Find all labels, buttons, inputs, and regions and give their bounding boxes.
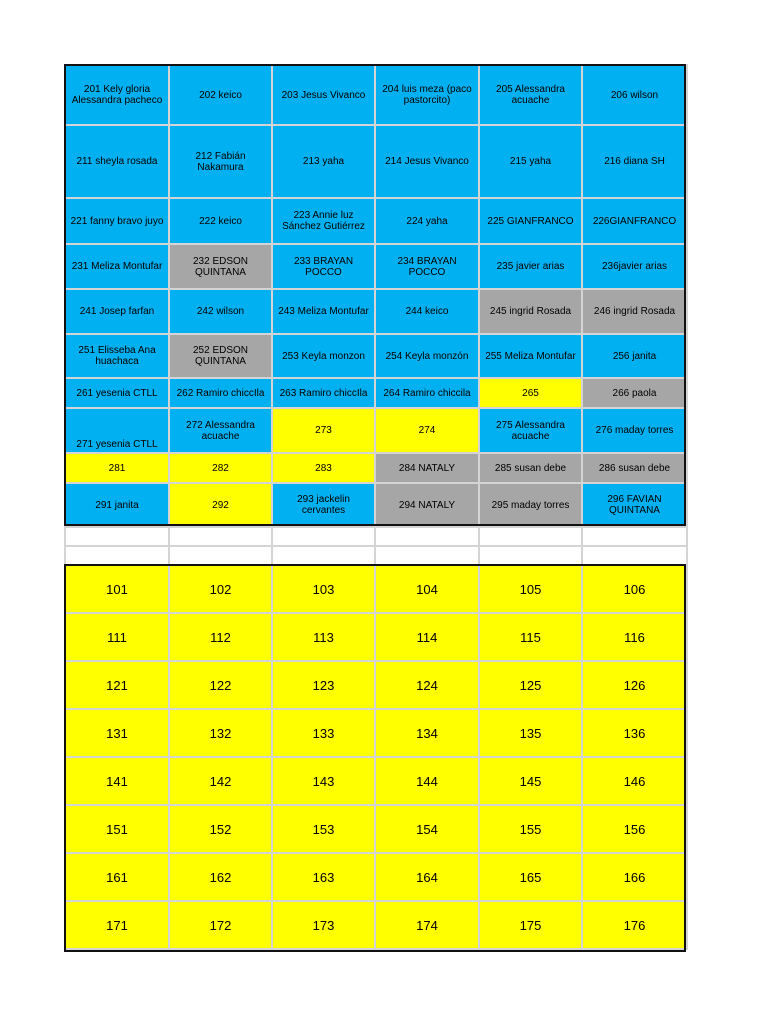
room-cell: 165 [479, 853, 582, 901]
room-cell: 255 Meliza Montufar [479, 334, 582, 378]
room-cell: 136 [582, 709, 687, 757]
room-cell [65, 546, 169, 565]
room-cell: 266 paola [582, 378, 687, 408]
room-cell: 262 Ramiro chiccIla [169, 378, 272, 408]
room-cell: 274 [375, 408, 479, 453]
table-row [65, 709, 687, 757]
room-cell: 265 [479, 378, 582, 408]
table-row [65, 244, 687, 289]
table-row [65, 125, 687, 198]
room-cell: 235 javier arias [479, 244, 582, 289]
table-row [65, 613, 687, 661]
room-cell: 131 [65, 709, 169, 757]
room-cell: 295 maday torres [479, 483, 582, 527]
room-cell: 156 [582, 805, 687, 853]
room-cell: 221 fanny bravo juyo [65, 198, 169, 244]
room-cell: 244 keico [375, 289, 479, 334]
room-cell: 241 Josep farfan [65, 289, 169, 334]
room-cell: 113 [272, 613, 375, 661]
room-cell: 153 [272, 805, 375, 853]
room-cell: 116 [582, 613, 687, 661]
room-cell: 143 [272, 757, 375, 805]
room-cell: 155 [479, 805, 582, 853]
room-cell: 171 [65, 901, 169, 949]
room-cell: 234 BRAYAN POCCO [375, 244, 479, 289]
table-row [65, 378, 687, 408]
room-cell: 211 sheyla rosada [65, 125, 169, 198]
room-cell: 132 [169, 709, 272, 757]
table-row [65, 661, 687, 709]
table-row [65, 901, 687, 949]
room-cell: 202 keico [169, 65, 272, 125]
room-cell: 126 [582, 661, 687, 709]
room-cell: 236javier arias [582, 244, 687, 289]
room-cell: 294 NATALY [375, 483, 479, 527]
room-cell: 121 [65, 661, 169, 709]
room-cell: 144 [375, 757, 479, 805]
room-cell: 174 [375, 901, 479, 949]
room-cell: 273 [272, 408, 375, 453]
room-cell: 122 [169, 661, 272, 709]
table-row [65, 546, 687, 565]
room-cell: 284 NATALY [375, 453, 479, 483]
room-cell: 176 [582, 901, 687, 949]
room-cell: 283 [272, 453, 375, 483]
room-cell: 233 BRAYAN POCCO [272, 244, 375, 289]
room-cell: 251 Elisseba Ana huachaca [65, 334, 169, 378]
room-cell: 212 Fabián Nakamura [169, 125, 272, 198]
room-cell: 292 [169, 483, 272, 527]
room-cell: 123 [272, 661, 375, 709]
table-row [65, 565, 687, 613]
room-cell: 282 [169, 453, 272, 483]
table-row [65, 483, 687, 527]
room-cell: 213 yaha [272, 125, 375, 198]
room-cell: 281 [65, 453, 169, 483]
room-cell: 252 EDSON QUINTANA [169, 334, 272, 378]
room-cell [479, 527, 582, 546]
table-row [65, 198, 687, 244]
room-cell: 286 susan debe [582, 453, 687, 483]
room-cell: 166 [582, 853, 687, 901]
room-cell: 201 Kely gloria Alessandra pacheco [65, 65, 169, 125]
room-cell: 204 luis meza (paco pastorcito) [375, 65, 479, 125]
room-cell: 111 [65, 613, 169, 661]
room-cell: 276 maday torres [582, 408, 687, 453]
room-cell [479, 546, 582, 565]
room-cell: 264 Ramiro chiccila [375, 378, 479, 408]
room-cell: 215 yaha [479, 125, 582, 198]
room-cell: 134 [375, 709, 479, 757]
room-cell: 162 [169, 853, 272, 901]
room-cell: 205 Alessandra acuache [479, 65, 582, 125]
room-cell: 175 [479, 901, 582, 949]
room-cell: 146 [582, 757, 687, 805]
room-cell: 242 wilson [169, 289, 272, 334]
room-cell: 256 janita [582, 334, 687, 378]
room-cell: 102 [169, 565, 272, 613]
table-row [65, 334, 687, 378]
room-cell: 135 [479, 709, 582, 757]
room-cell: 275 Alessandra acuache [479, 408, 582, 453]
room-cell: 151 [65, 805, 169, 853]
room-cell: 232 EDSON QUINTANA [169, 244, 272, 289]
room-cell: 112 [169, 613, 272, 661]
room-cell [582, 527, 687, 546]
table-row [65, 408, 687, 453]
table-row [65, 65, 687, 125]
room-cell: 106 [582, 565, 687, 613]
room-cell: 206 wilson [582, 65, 687, 125]
room-cell: 161 [65, 853, 169, 901]
room-cell: 226GIANFRANCO [582, 198, 687, 244]
room-cell: 245 ingrid Rosada [479, 289, 582, 334]
room-cell: 103 [272, 565, 375, 613]
table-row [65, 853, 687, 901]
room-cell: 231 Meliza Montufar [65, 244, 169, 289]
room-cell: 216 diana SH [582, 125, 687, 198]
room-cell [375, 527, 479, 546]
room-cell: 224 yaha [375, 198, 479, 244]
room-cell: 243 Meliza Montufar [272, 289, 375, 334]
room-cell: 296 FAVIAN QUINTANA [582, 483, 687, 527]
table-row [65, 805, 687, 853]
room-cell: 172 [169, 901, 272, 949]
room-cell: 124 [375, 661, 479, 709]
room-cell [375, 546, 479, 565]
room-cell: 263 Ramiro chiccIla [272, 378, 375, 408]
room-cell: 125 [479, 661, 582, 709]
room-cell: 101 [65, 565, 169, 613]
room-cell: 105 [479, 565, 582, 613]
room-cell: 261 yesenia CTLL [65, 378, 169, 408]
room-cell: 141 [65, 757, 169, 805]
room-cell: 114 [375, 613, 479, 661]
room-cell: 272 Alessandra acuache [169, 408, 272, 453]
room-cell [582, 546, 687, 565]
table-row [65, 289, 687, 334]
room-cell: 293 jackelin cervantes [272, 483, 375, 527]
room-cell: 173 [272, 901, 375, 949]
room-cell: 115 [479, 613, 582, 661]
room-cell: 154 [375, 805, 479, 853]
room-cell [169, 527, 272, 546]
room-cell: 133 [272, 709, 375, 757]
room-cell: 214 Jesus Vivanco [375, 125, 479, 198]
room-cell: 271 yesenia CTLL [65, 408, 169, 453]
room-cell: 222 keico [169, 198, 272, 244]
room-cell [65, 527, 169, 546]
table-row [65, 527, 687, 546]
room-cell [169, 546, 272, 565]
table-row [65, 757, 687, 805]
room-cell: 253 Keyla monzon [272, 334, 375, 378]
room-cell: 163 [272, 853, 375, 901]
room-cell: 164 [375, 853, 479, 901]
room-cell [272, 527, 375, 546]
table-row [65, 453, 687, 483]
room-cell: 104 [375, 565, 479, 613]
room-cell: 285 susan debe [479, 453, 582, 483]
room-cell: 152 [169, 805, 272, 853]
room-cell: 142 [169, 757, 272, 805]
room-cell: 145 [479, 757, 582, 805]
room-cell: 225 GIANFRANCO [479, 198, 582, 244]
room-cell: 291 janita [65, 483, 169, 527]
room-cell: 223 Annie luz Sánchez Gutiérrez [272, 198, 375, 244]
room-cell: 254 Keyla monzón [375, 334, 479, 378]
room-assignment-table [64, 64, 688, 950]
room-cell: 246 ingrid Rosada [582, 289, 687, 334]
room-cell [272, 546, 375, 565]
room-cell: 203 Jesus Vivanco [272, 65, 375, 125]
